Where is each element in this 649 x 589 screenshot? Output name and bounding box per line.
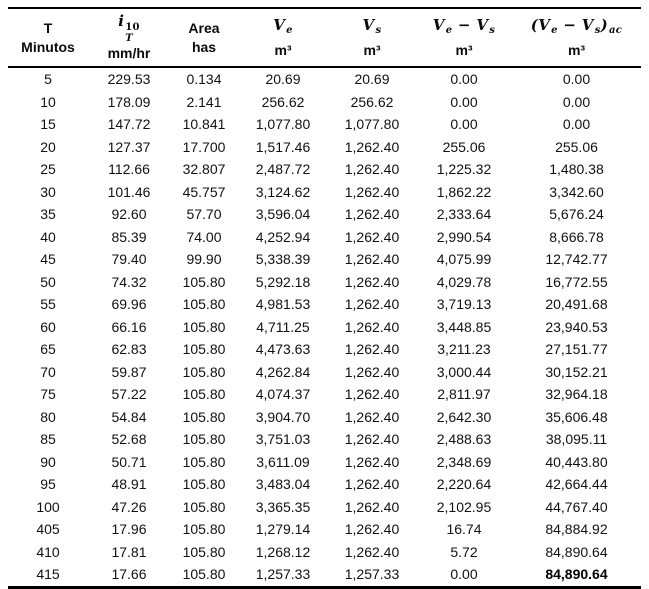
cell-ve: 4,262.84 [255, 363, 311, 380]
cell-vs: 1,262.40 [344, 161, 400, 177]
table-row [8, 293, 641, 316]
cell-ve-minus-vs-ac: 23,940.53 [545, 318, 608, 335]
cell-intensity: 66.16 [111, 318, 147, 335]
cell-area: 105.80 [182, 498, 226, 515]
cell-time: 15 [40, 116, 56, 132]
cell-area: 45.757 [182, 183, 226, 200]
table-body [8, 67, 641, 587]
cell-ve-minus-vs-ac: 84,884.92 [545, 521, 608, 537]
cell-intensity: 229.53 [107, 71, 151, 87]
cell-time: 55 [40, 296, 56, 312]
cell-ve: 3,904.70 [255, 408, 311, 425]
cell-area: 32.807 [182, 161, 226, 177]
cell-ve-minus-vs-ac: 42,664.44 [545, 476, 608, 492]
cell-ve: 1,279.14 [255, 521, 311, 537]
cell-time: 65 [40, 341, 56, 357]
runoff-volume-table [8, 7, 641, 589]
table-row [8, 316, 641, 339]
cell-time: 95 [40, 476, 56, 492]
cell-vs: 1,262.40 [344, 453, 400, 470]
cell-ve-minus-vs: 3,211.23 [437, 341, 491, 357]
cell-vs: 1,262.40 [344, 273, 400, 290]
cell-ve: 4,473.63 [255, 341, 311, 357]
table-row [8, 67, 641, 91]
cell-vs: 1,262.40 [344, 206, 400, 222]
cell-time: 5 [44, 71, 52, 87]
cell-ve-minus-vs-ac: 84,890.64 [545, 566, 608, 582]
column-header-ve: $V_e$ m³ [238, 8, 328, 67]
cell-time: 85 [40, 431, 56, 447]
table-row [8, 113, 641, 136]
cell-ve-minus-vs-ac: 30,152.21 [545, 363, 608, 380]
cell-ve: 3,483.04 [255, 476, 311, 492]
cell-ve-minus-vs: 3,000.44 [436, 363, 492, 380]
cell-ve-minus-vs-ac: 12,742.77 [545, 251, 608, 267]
cell-ve-minus-vs-ac: 3,342.60 [549, 183, 604, 200]
cell-vs: 1,262.40 [344, 318, 400, 335]
cell-vs: 1,262.40 [344, 341, 400, 357]
cell-intensity: 17.81 [111, 543, 147, 560]
cell-ve: 4,252.94 [255, 228, 311, 245]
table-row [8, 91, 641, 114]
cell-intensity: 85.39 [111, 228, 147, 245]
cell-area: 57.70 [186, 206, 222, 222]
cell-vs: 1,262.40 [344, 431, 400, 447]
table-row [8, 361, 641, 384]
table-row [8, 271, 641, 294]
cell-area: 105.80 [182, 341, 226, 357]
cell-ve-minus-vs: 255.06 [442, 138, 486, 155]
table-row [8, 473, 641, 496]
cell-ve-minus-vs: 5.72 [450, 543, 478, 560]
cell-vs: 1,262.40 [344, 498, 400, 515]
cell-area: 0.134 [186, 71, 222, 87]
column-header-vs: $V_s$ m³ [328, 8, 416, 67]
cell-area: 105.80 [182, 431, 226, 447]
cell-ve-minus-vs-ac: 0.00 [562, 71, 591, 87]
cell-ve-minus-vs: 0.00 [450, 93, 478, 110]
cell-area: 105.80 [182, 543, 226, 560]
cell-vs: 1,257.33 [344, 566, 400, 582]
cell-area: 74.00 [186, 228, 222, 245]
cell-ve: 1,257.33 [255, 566, 311, 582]
cell-vs: 1,262.40 [344, 183, 400, 200]
cell-ve-minus-vs: 2,811.97 [437, 386, 491, 402]
cell-ve-minus-vs-ac: 38,095.11 [545, 431, 608, 447]
cell-ve: 3,751.03 [255, 431, 311, 447]
cell-intensity: 17.66 [111, 566, 147, 582]
cell-intensity: 92.60 [111, 206, 147, 222]
cell-area: 105.80 [182, 521, 226, 537]
cell-vs: 1,262.40 [344, 386, 400, 402]
table-row [8, 383, 641, 406]
cell-vs: 1,262.40 [344, 296, 400, 312]
column-header-ve-minus-vs-ac: $(V_e - V_s)_{ac}$ m³ [512, 8, 641, 67]
column-header-ve-minus-vs: $V_e - V_s$ m³ [416, 8, 512, 67]
cell-ve: 4,074.37 [255, 386, 311, 402]
cell-ve: 4,711.25 [256, 318, 310, 335]
cell-ve-minus-vs: 2,990.54 [436, 228, 492, 245]
cell-ve-minus-vs: 0.00 [450, 116, 478, 132]
cell-area: 105.80 [182, 566, 226, 582]
cell-ve: 2,487.72 [255, 161, 311, 177]
cell-ve: 3,365.35 [255, 498, 311, 515]
column-header-intensity: i 10 T mm/hr [88, 8, 170, 67]
cell-ve: 3,596.04 [255, 206, 311, 222]
cell-ve-minus-vs: 2,642.30 [436, 408, 492, 425]
cell-ve-minus-vs-ac: 35,606.48 [545, 408, 608, 425]
cell-time: 405 [36, 521, 60, 537]
cell-area: 99.90 [186, 251, 222, 267]
cell-intensity: 59.87 [111, 363, 147, 380]
cell-ve-minus-vs: 2,488.63 [436, 431, 492, 447]
cell-intensity: 47.26 [111, 498, 147, 515]
cell-time: 50 [40, 273, 56, 290]
table-row [8, 496, 641, 519]
cell-ve-minus-vs-ac: 16,772.55 [545, 273, 608, 290]
cell-vs: 256.62 [350, 93, 394, 110]
cell-time: 25 [40, 161, 56, 177]
cell-time: 90 [40, 453, 56, 470]
cell-intensity: 17.96 [111, 521, 147, 537]
table-row [8, 563, 641, 587]
cell-time: 35 [40, 206, 56, 222]
table-row [8, 406, 641, 429]
cell-time: 80 [40, 408, 56, 425]
table-row [8, 518, 641, 541]
cell-intensity: 62.83 [111, 341, 147, 357]
cell-ve-minus-vs-ac: 255.06 [555, 138, 598, 155]
cell-time: 10 [40, 93, 56, 110]
cell-ve-minus-vs: 4,029.78 [436, 273, 492, 290]
cell-vs: 1,262.40 [344, 363, 400, 380]
cell-area: 105.80 [182, 453, 226, 470]
cell-vs: 1,262.40 [344, 228, 400, 245]
cell-intensity: 54.84 [111, 408, 147, 425]
cell-vs: 1,262.40 [344, 521, 400, 537]
cell-ve-minus-vs-ac: 20,491.68 [545, 296, 608, 312]
table-row [8, 338, 641, 361]
cell-intensity: 127.37 [107, 138, 151, 155]
cell-area: 105.80 [182, 363, 226, 380]
cell-ve-minus-vs: 1,225.32 [436, 161, 492, 177]
cell-time: 100 [36, 498, 60, 515]
cell-ve-minus-vs-ac: 0.00 [562, 93, 591, 110]
column-header-time: T Minutos [8, 8, 88, 67]
header-row [8, 8, 641, 67]
column-header-area: Area has [170, 8, 238, 67]
cell-ve-minus-vs-ac: 0.00 [562, 116, 591, 132]
cell-ve: 5,338.39 [255, 251, 311, 267]
cell-ve-minus-vs-ac: 84,890.64 [545, 543, 608, 560]
cell-time: 60 [40, 318, 56, 335]
cell-ve: 1,517.46 [255, 138, 311, 155]
cell-ve-minus-vs: 4,075.99 [436, 251, 492, 267]
cell-ve-minus-vs-ac: 5,676.24 [549, 206, 604, 222]
cell-ve-minus-vs: 2,220.64 [436, 476, 492, 492]
cell-intensity: 48.91 [111, 476, 147, 492]
cell-area: 105.80 [182, 296, 226, 312]
cell-ve-minus-vs: 3,448.85 [436, 318, 492, 335]
cell-ve-minus-vs: 3,719.13 [436, 296, 492, 312]
cell-intensity: 79.40 [111, 251, 147, 267]
cell-area: 105.80 [182, 476, 226, 492]
cell-intensity: 69.96 [111, 296, 147, 312]
cell-area: 10.841 [182, 116, 226, 132]
cell-intensity: 178.09 [107, 93, 151, 110]
cell-intensity: 57.22 [111, 386, 147, 402]
cell-ve-minus-vs-ac: 8,666.78 [549, 228, 604, 245]
table-row [8, 541, 641, 564]
table-row [8, 181, 641, 204]
cell-ve: 1,077.80 [255, 116, 311, 132]
table-row [8, 451, 641, 474]
cell-ve-minus-vs: 0.00 [450, 71, 478, 87]
cell-area: 105.80 [182, 408, 226, 425]
cell-ve-minus-vs: 0.00 [450, 566, 478, 582]
cell-vs: 1,262.40 [344, 476, 400, 492]
cell-ve: 5,292.18 [255, 273, 311, 290]
cell-intensity: 101.46 [107, 183, 151, 200]
cell-ve: 256.62 [261, 93, 305, 110]
cell-vs: 20.69 [354, 71, 390, 87]
cell-vs: 1,262.40 [344, 138, 400, 155]
cell-ve-minus-vs: 2,333.64 [436, 206, 492, 222]
cell-ve-minus-vs-ac: 32,964.18 [545, 386, 608, 402]
cell-intensity: 74.32 [111, 273, 147, 290]
cell-ve-minus-vs-ac: 44,767.40 [545, 498, 608, 515]
cell-ve-minus-vs-ac: 1,480.38 [549, 161, 604, 177]
table-row [8, 158, 641, 181]
cell-time: 75 [40, 386, 56, 402]
cell-ve-minus-vs: 2,102.95 [436, 498, 492, 515]
cell-intensity: 50.71 [111, 453, 147, 470]
cell-ve: 4,981.53 [255, 296, 311, 312]
cell-ve: 1,268.12 [255, 543, 311, 560]
table-row [8, 203, 641, 226]
table-row [8, 248, 641, 271]
cell-area: 105.80 [182, 386, 226, 402]
cell-ve-minus-vs-ac: 40,443.80 [545, 453, 608, 470]
cell-ve-minus-vs-ac: 27,151.77 [545, 341, 608, 357]
cell-time: 30 [40, 183, 56, 200]
table-header [8, 8, 641, 67]
cell-ve-minus-vs: 1,862.22 [436, 183, 492, 200]
cell-intensity: 112.66 [108, 161, 150, 177]
cell-vs: 1,262.40 [344, 251, 400, 267]
table-row [8, 428, 641, 451]
cell-vs: 1,262.40 [344, 408, 400, 425]
cell-ve: 3,611.09 [256, 453, 310, 470]
cell-time: 45 [40, 251, 56, 267]
cell-area: 105.80 [182, 273, 226, 290]
cell-time: 70 [40, 363, 56, 380]
cell-intensity: 147.72 [107, 116, 151, 132]
cell-time: 410 [36, 543, 60, 560]
cell-ve: 20.69 [265, 71, 301, 87]
cell-vs: 1,262.40 [344, 543, 400, 560]
cell-area: 105.80 [182, 318, 226, 335]
cell-ve-minus-vs: 2,348.69 [436, 453, 492, 470]
cell-time: 415 [36, 566, 60, 582]
cell-ve-minus-vs: 16.74 [446, 521, 482, 537]
cell-time: 40 [40, 228, 56, 245]
cell-area: 17.700 [182, 138, 226, 155]
table-row [8, 226, 641, 249]
cell-intensity: 52.68 [111, 431, 147, 447]
cell-vs: 1,077.80 [344, 116, 400, 132]
cell-ve: 3,124.62 [255, 183, 311, 200]
cell-time: 20 [40, 138, 56, 155]
cell-area: 2.141 [186, 93, 222, 110]
table-row [8, 136, 641, 159]
